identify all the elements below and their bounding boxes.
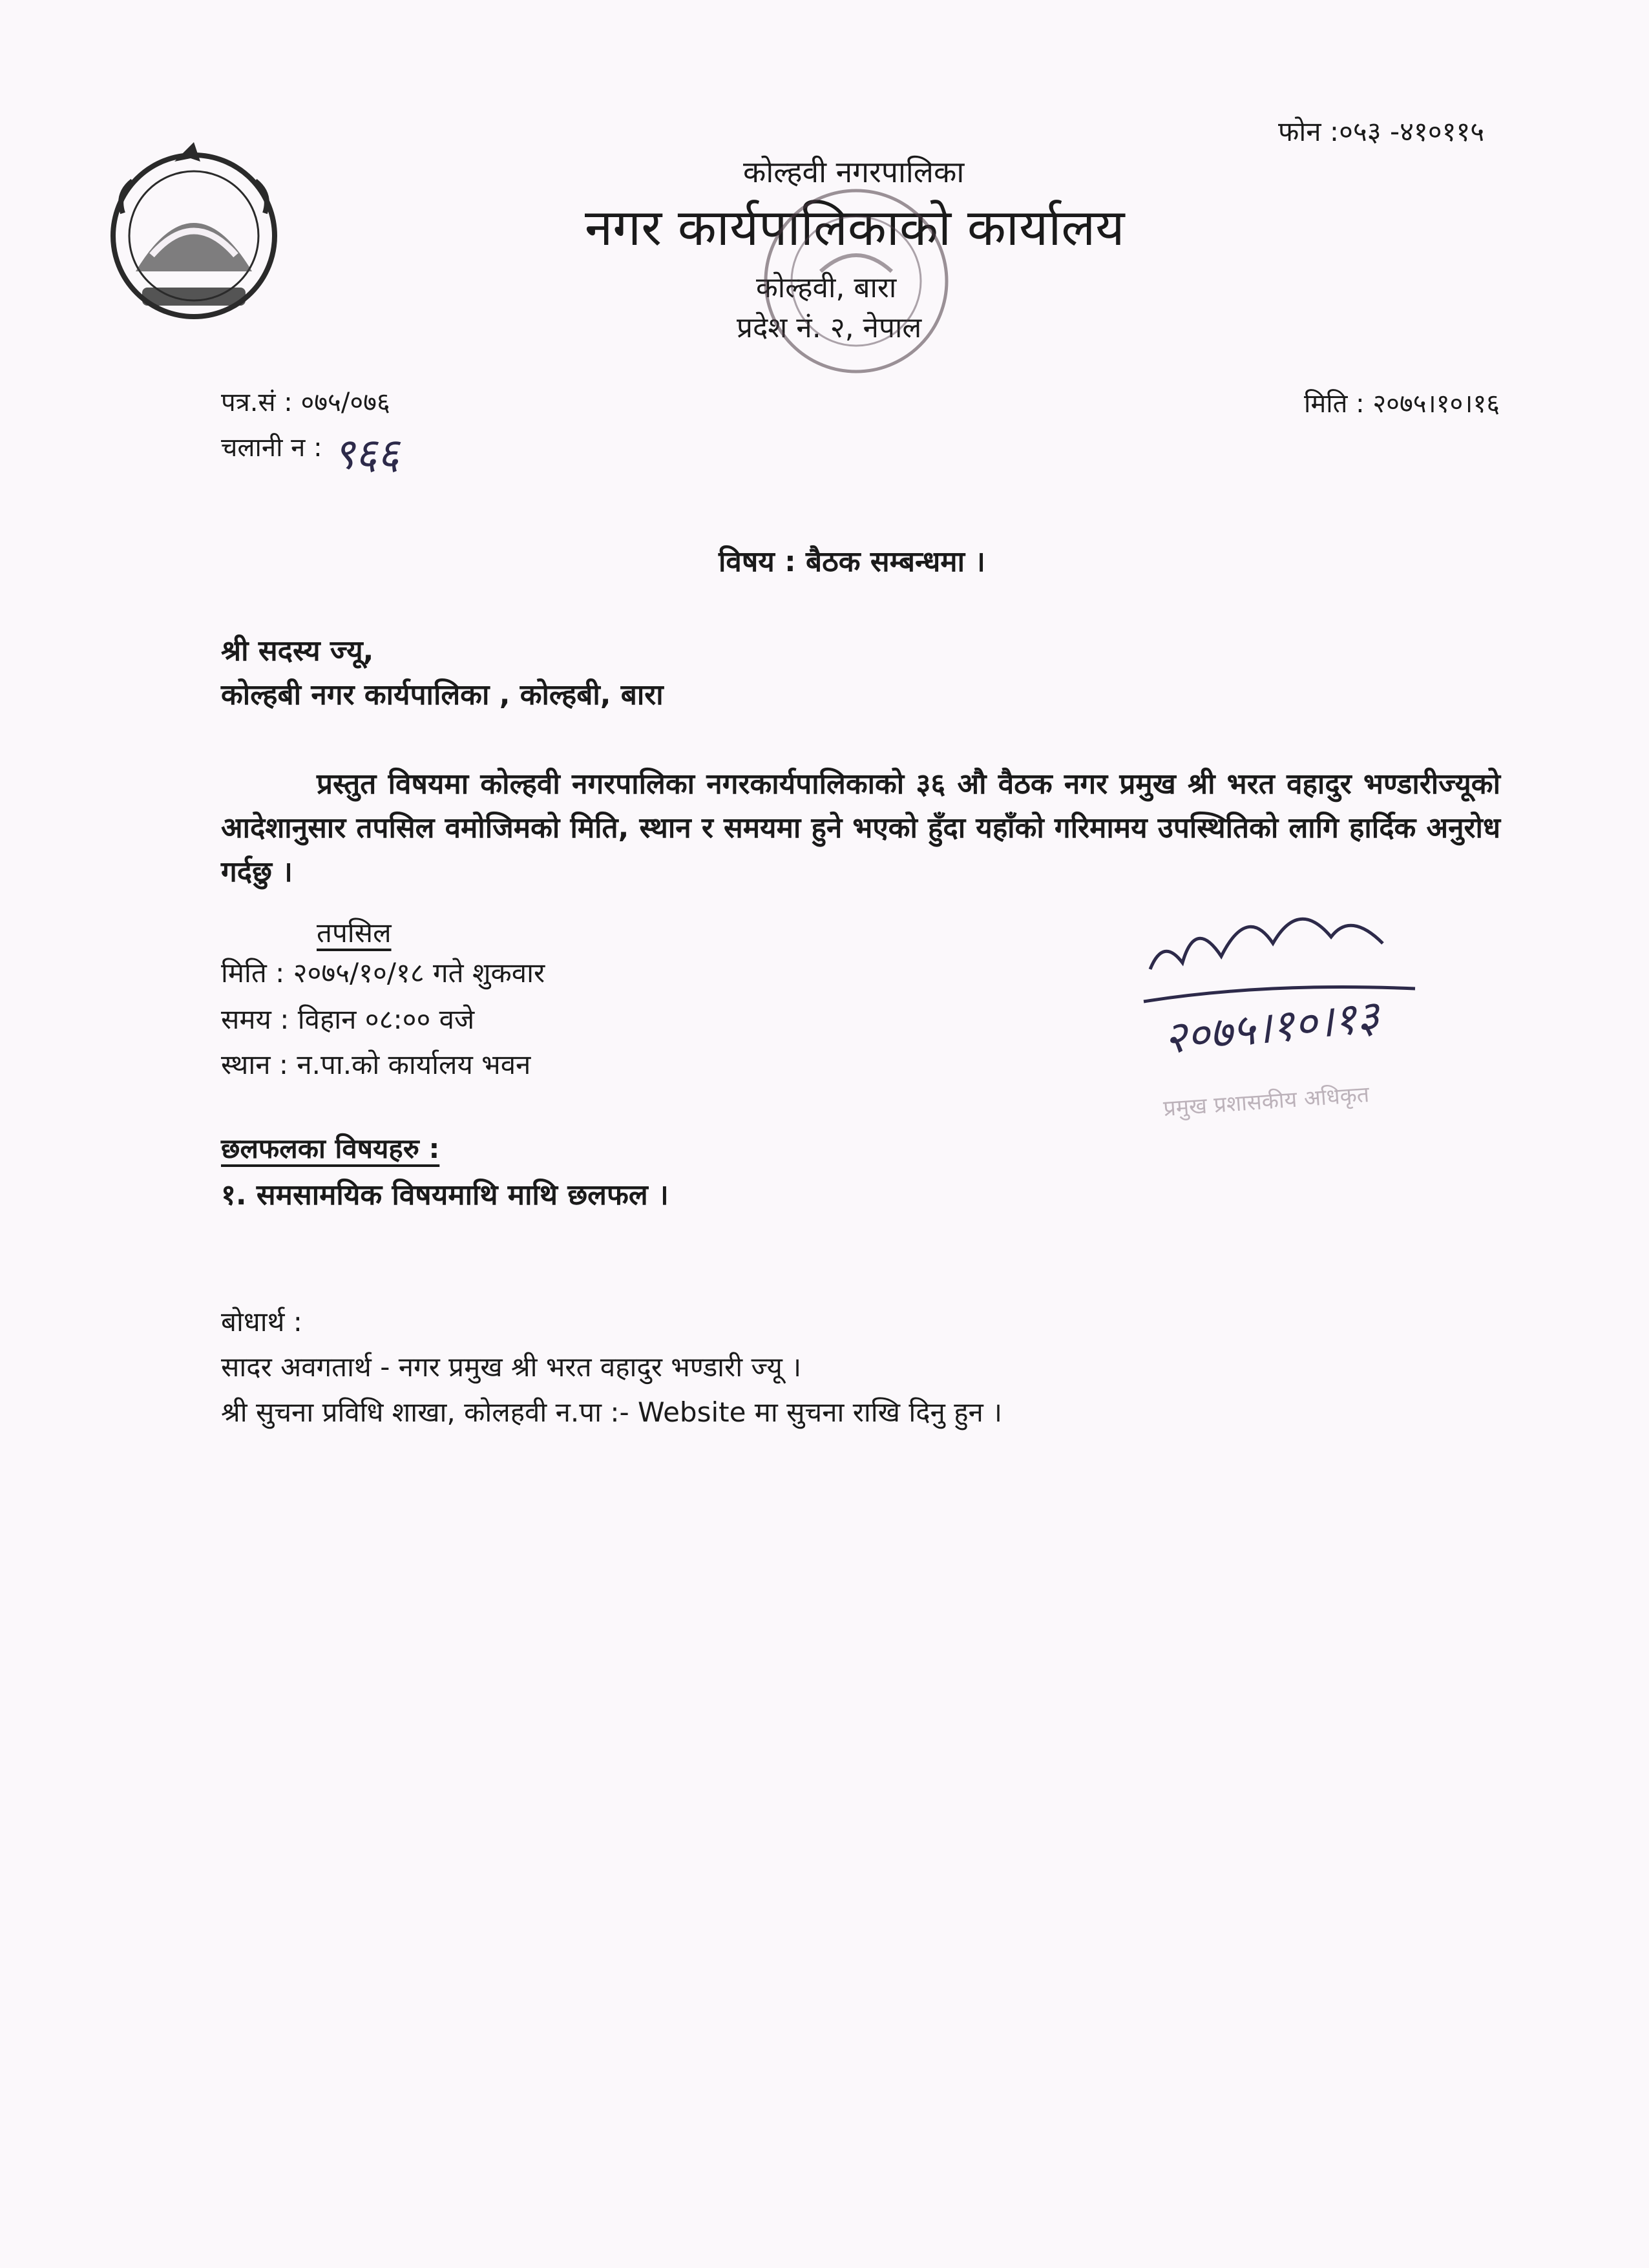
- agenda-heading: छलफलका विषयहरु :: [221, 1133, 440, 1164]
- letter-date: मिति : २०७५।१०।१६: [1304, 389, 1500, 419]
- dispatch-number: ९६६: [333, 429, 399, 479]
- recipient-line-1: श्री सदस्य ज्यू,: [221, 635, 374, 667]
- officer-stamp: प्रमुख प्रशासकीय अधिकृत: [1162, 1081, 1371, 1122]
- meeting-place: स्थान : न.पा.को कार्यालय भवन: [221, 1049, 531, 1080]
- province-line: प्रदेश नं. २, नेपाल: [737, 311, 922, 344]
- office-title: नगर कार्यपालिकाको कार्यालय: [585, 199, 1125, 257]
- meeting-time: समय : विहान ०८:०० वजे: [221, 1003, 475, 1035]
- signature-date: २०७५।१०।१३: [1161, 991, 1382, 1065]
- signature-block: [1137, 866, 1473, 1137]
- dispatch-number-handwritten: [333, 423, 462, 488]
- recipient-line-2: कोल्हबी नगर कार्यपालिका , कोल्हबी, बारा: [221, 678, 664, 711]
- agenda-item: १. समसामयिक विषयमाथि माथि छलफल ।: [221, 1179, 669, 1212]
- office-location: कोल्हवी, बारा: [756, 271, 897, 304]
- letter-body: प्रस्तुत विषयमा कोल्हवी नगरपालिका नगरकार्यपालिकाको ३६ औ वैठक नगर प्रमुख श्री भरत वहादुर भण्डारीज्यूको आदेशानुसार तपसिल वमोजिमको मिति, स्थान र समयमा हुने भएको हुँदा यहाँको गरिमामय उपस्थितिको लागि हार्दिक अनुरोध गर्दछु ।: [221, 768, 1500, 888]
- reference-number: पत्र.सं : ०७५/०७६: [221, 388, 390, 417]
- office-seal-stamp: [750, 174, 963, 381]
- dispatch-label: चलानी न :: [221, 433, 322, 463]
- cc-line-2: श्री सुचना प्रविधि शाखा, कोलहवी न.पा :- Website मा सुचना राखि दिनु हुन ।: [221, 1396, 1003, 1428]
- cc-line-1: सादर अवगतार्थ - नगर प्रमुख श्री भरत वहादुर भण्डारी ज्यू ।: [221, 1351, 802, 1383]
- meeting-date: मिति : २०७५/१०/१८ गते शुकवार: [221, 957, 545, 989]
- municipality-name: कोल्हवी नगरपालिका: [743, 154, 965, 189]
- cc-heading: बोधार्थ :: [221, 1306, 302, 1338]
- coat-of-arms-emblem: [97, 136, 291, 330]
- details-heading: तपसिल: [317, 917, 392, 949]
- phone-number: फोन :०५३ -४१०११५: [1278, 116, 1485, 147]
- subject-line: विषय : बैठक सम्बन्धमा ।: [719, 545, 985, 578]
